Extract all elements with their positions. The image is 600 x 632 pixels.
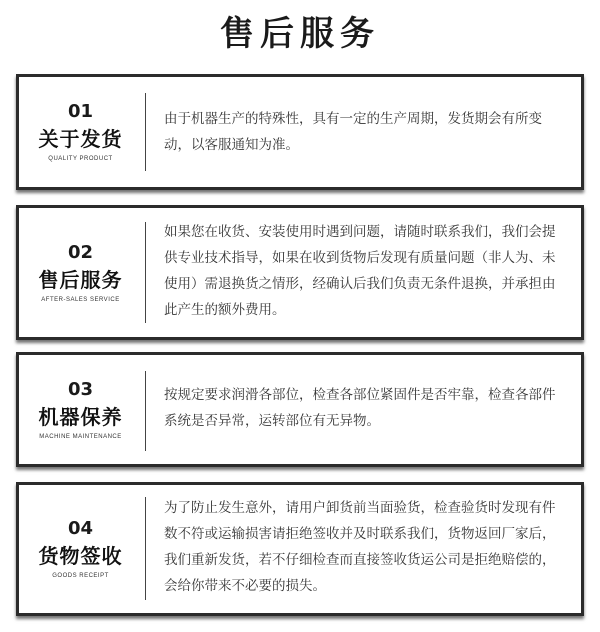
section-divider	[145, 497, 146, 600]
section-header	[19, 355, 142, 464]
section-description: 由于机器生产的特殊性，具有一定的生产周期，发货期会有所变动，以客服通知为准。	[164, 111, 542, 153]
section-number: 01	[67, 101, 94, 122]
section-subtitle: GOODS RECEIPT	[52, 573, 109, 579]
section-divider	[145, 93, 146, 171]
section-title: 机器保养	[38, 404, 123, 429]
section-header	[19, 77, 142, 187]
section-number: 04	[67, 518, 94, 539]
section-card-shipping	[16, 74, 584, 190]
section-subtitle: QUALITY PRODUCT	[48, 156, 113, 162]
section-card-maintenance	[16, 352, 584, 467]
section-description: 如果您在收货、安装使用时遇到问题，请随时联系我们，我们会提供专业技术指导，如果在收到货物后发现有质量问题（非人为、未使用）需退换货之情形，经确认后我们负责无条件退换，并承担由此产生的额外费用。	[164, 224, 556, 318]
section-divider	[145, 371, 146, 451]
section-title: 关于发货	[38, 127, 123, 151]
section-subtitle: AFTER-SALES SERVICE	[41, 296, 120, 303]
page-title: 售后服务	[220, 14, 380, 54]
section-divider	[145, 222, 146, 323]
section-header	[19, 485, 142, 613]
section-title: 货物签收	[38, 544, 123, 568]
section-number: 02	[67, 241, 94, 263]
section-card-after-sales	[16, 205, 584, 340]
section-card-goods-receipt	[16, 482, 584, 616]
section-description: 为了防止发生意外，请用户卸货前当面验货，检查验货时发现有件数不符或运输损害请拒绝签收并及时联系我们，货物返回厂家后，我们重新发货，若不仔细检查而直接签收货运公司是拒绝赔偿的，会给你带来不必要的损失。	[164, 500, 556, 594]
section-number: 03	[67, 378, 94, 400]
section-subtitle: MACHINE MAINTENANCE	[39, 433, 122, 440]
section-description: 按规定要求润滑各部位，检查各部位紧固件是否牢靠，检查各部件系统是否异常，运转部位有无异物。	[164, 387, 556, 429]
section-title: 售后服务	[38, 267, 123, 292]
section-header	[19, 208, 142, 337]
